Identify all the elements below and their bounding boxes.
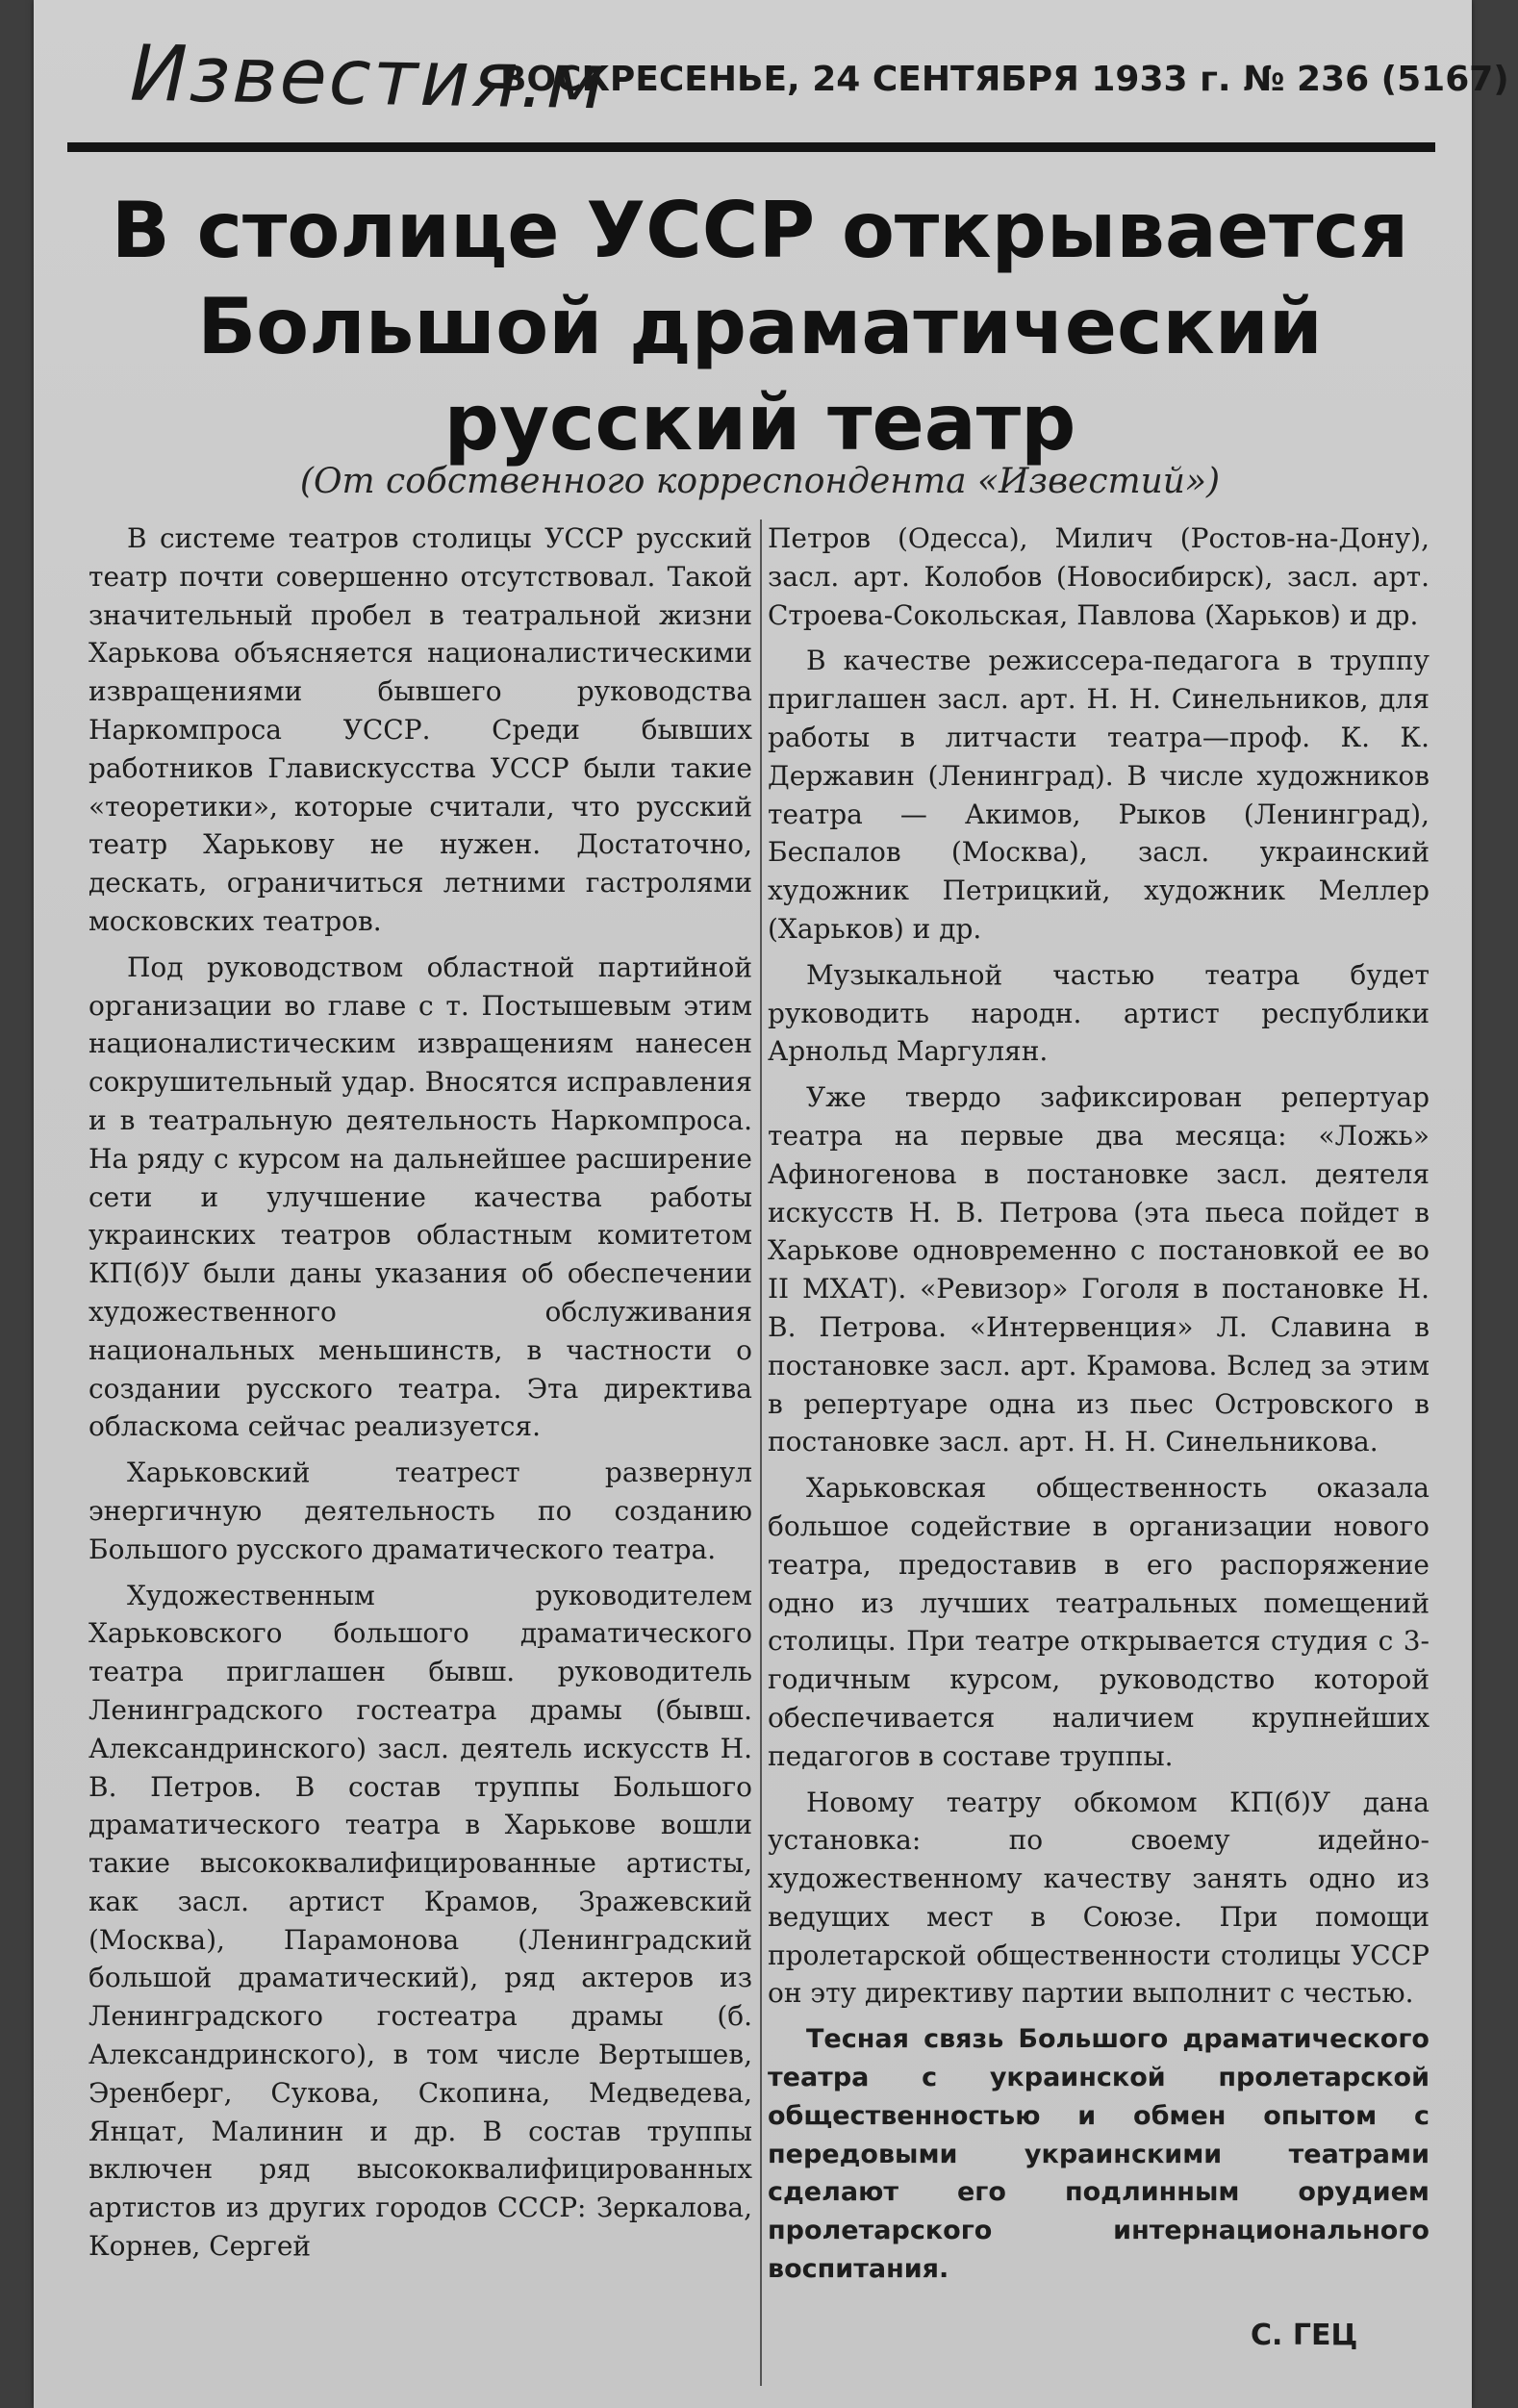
paragraph: В качестве режиссера-педагога в труппу приглашен засл. арт. Н. Н. Синельников, для работы в литчасти театра—проф. К. К. Державин (Ленинград). В числе художников театра — Акимов, Рыков (Ленинград), Беспалов (Москва), засл. украинский художник Петрицкий, художник Меллер (Харьков) и др. — [768, 645, 1429, 945]
right-column — [768, 520, 1429, 2289]
paragraph: Харьковская общественность оказала большое содействие в организации нового театра, предоставив в его распоряжение одно из лучших театральных помещений столицы. При театре открывается студия с 3-годичным курсом, руководство которой обеспечивается наличием крупнейших педагогов в составе труппы. — [768, 1472, 1429, 1772]
byline: (От собственного корреспондента «Известий») — [299, 462, 1221, 501]
closing-paragraph: Тесная связь Большого драматического театра с украинской пролетарской общественностью и обмен опытом с передовыми украинскими театрами сделают его подлинным орудием пролетарского интернационального воспитания. — [768, 2024, 1429, 2285]
column-divider — [760, 520, 762, 2386]
headline — [87, 183, 1433, 471]
paragraph: Новому театру обкомом КП(б)У дана установка: по своему идейно-художественному качеству занять одно из ведущих мест в Союзе. При помощи пролетарской общественности столицы УССР он эту директиву партии выполнит с честью. — [768, 1786, 1429, 2010]
author-signature: С. ГЕЦ — [1251, 2319, 1358, 2352]
paragraph: Под руководством областной партийной организации во главе с т. Постышевым этим националистическим извращениям нанесен сокрушительный удар. Вносятся исправления и в театральную деятельность Наркомпроса. На ряду с курсом на дальнейшее расширение сети и улучшение качества работы украинских театров областным комитетом КП(б)У были даны указания об обеспечении художественного обслуживания национальных меньшинств, в частности о создании русского театра. Эта директива обласкома сейчас реализуется. — [89, 951, 752, 1443]
top-rule — [67, 142, 1435, 152]
headline-line: русский театр — [443, 378, 1076, 468]
paragraph: Харьковский театрест развернул энергичную деятельность по созданию Большого русского драматического театра. — [89, 1457, 752, 1565]
handwritten-note: Известия.м — [129, 28, 608, 127]
dateline: ВОСКРЕСЕНЬЕ, 24 СЕНТЯБРЯ 1933 г. № 236 (5167) — [500, 60, 1509, 99]
paragraph: Художественным руководителем Харьковского большого драматического театра приглашен бывш. руководитель Ленинградского гостеатра драмы (бывш. Александринского) засл. деятель искусств Н. В. Петров. В состав труппы Большого драматического театра в Харькове вошли такие высококвалифицированные артисты, как засл. артист Крамов, Зражевский (Москва), Парамонова (Ленинградский большой драматический), ряд актеров из Ленинградского гостеатра драмы (б. Александринского), в том числе Вертышев, Эренберг, Сукова, Скопина, Медведева, Янцат, Малинин и др. В состав труппы включен ряд высококвалифицированных артистов из других городов СССР: Зеркалова, Корнев, Сергей — [89, 1579, 752, 2263]
paragraph: В системе театров столицы УССР русский театр почти совершенно отсутствовал. Такой значительный пробел в театральной жизни Харькова объясняется националистическими извращениями бывшего руководства Наркомпроса УССР. Среди бывших работников Главискусства УССР были такие «теоретики», которые считали, что русский театр Харькову не нужен. Достаточно, дескать, ограничиться летними гастролями московских театров. — [89, 522, 752, 937]
paragraph: Петров (Одесса), Милич (Ростов-на-Дону), засл. арт. Колобов (Новосибирск), засл. арт. Строева-Сокольская, Павлова (Харьков) и др. — [768, 522, 1429, 631]
headline-line: Большой драматический — [197, 282, 1323, 371]
paragraph: Уже твердо зафиксирован репертуар театра на первые два месяца: «Ложь» Афиногенова в постановке засл. деятеля искусств Н. В. Петрова (эта пьеса пойдет в Харькове одновременно с постановкой ее во II МХАТ). «Ревизор» Гоголя в постановке Н. В. Петрова. «Интервенция» Л. Славина в постановке засл. арт. Крамова. Вслед за этим в репертуаре одна из пьес Островского в постановке засл. арт. Н. Н. Синельникова. — [768, 1081, 1429, 1458]
headline-line: В столице УССР открывается — [111, 186, 1409, 275]
paragraph: Музыкальной частью театра будет руководить народн. артист республики Арнольд Маргулян. — [768, 958, 1429, 1068]
left-column — [89, 520, 752, 2266]
